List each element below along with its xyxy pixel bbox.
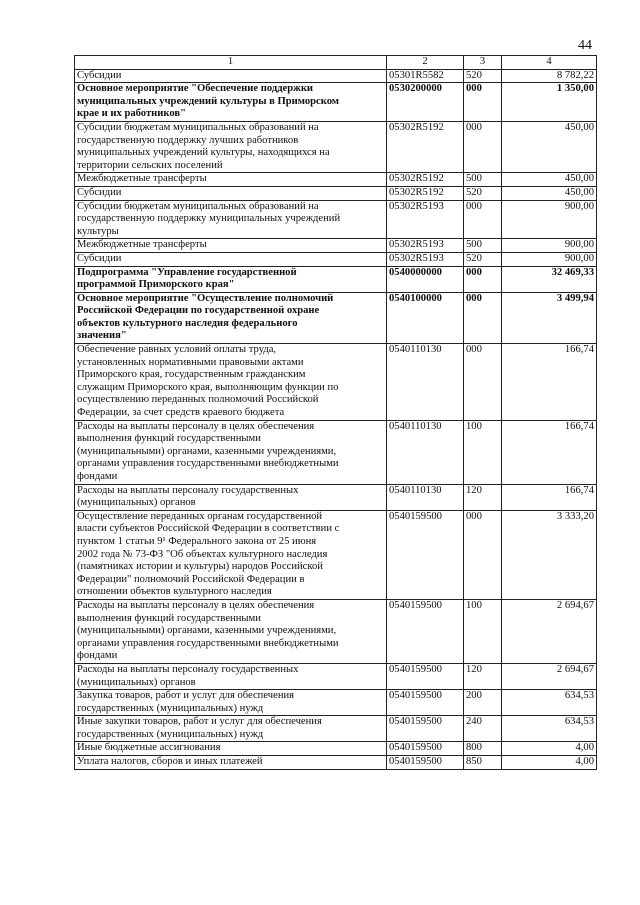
table-row [75, 690, 597, 716]
page-number: 44 [578, 38, 592, 53]
table-row [75, 599, 597, 663]
row-description-line: объектов культурного наследия федерального [77, 317, 298, 329]
row-description-line: власти субъектов Российской Федерации в соответствии с [77, 523, 340, 535]
row-expense-type: 000 [464, 510, 502, 599]
row-amount: 450,00 [502, 121, 597, 172]
row-expense-type: 500 [464, 173, 502, 187]
row-target-code: 05302R5192 [387, 173, 464, 187]
row-expense-type: 100 [464, 599, 502, 663]
row-description-line: Основное мероприятие "Осуществление полномочий [77, 292, 334, 304]
table-body [75, 69, 597, 769]
header-col-3: 3 [464, 56, 502, 70]
table-row [75, 121, 597, 172]
row-description-line: Иные бюджетные ассигнования [77, 742, 221, 754]
table-row [75, 69, 597, 83]
row-description [75, 173, 387, 187]
row-description-line: программой Приморского края" [77, 279, 235, 291]
row-description-line: установленных нормативными правовыми актами [77, 356, 304, 368]
row-target-code: 0540159500 [387, 599, 464, 663]
row-expense-type: 520 [464, 186, 502, 200]
header-col-1: 1 [75, 56, 387, 70]
row-description-line: культуры [77, 225, 119, 237]
table-row [75, 173, 597, 187]
row-description-line: органами управления государственными внебюджетными [77, 458, 339, 470]
row-description-line: Основное мероприятие "Обеспечение поддержки [77, 83, 314, 95]
row-expense-type: 000 [464, 83, 502, 122]
row-amount: 32 469,33 [502, 266, 597, 292]
row-description-line: пунктом 1 статьи 9¹ Федерального закона от 25 июня [77, 535, 317, 547]
row-amount: 450,00 [502, 186, 597, 200]
row-description-line: Расходы на выплаты персоналу в целях обеспечения [77, 599, 315, 611]
row-target-code: 05302R5193 [387, 252, 464, 266]
table-row [75, 510, 597, 599]
table-row [75, 266, 597, 292]
row-description-line: Субсидии [77, 252, 122, 264]
row-target-code: 05301R5582 [387, 69, 464, 83]
row-description-line: (муниципальными) органами, казенными учреждениями, [77, 625, 337, 637]
row-description [75, 742, 387, 756]
row-description-line: крае и их работников" [77, 108, 186, 120]
row-description-line: Субсидии [77, 186, 122, 198]
row-description-line: (памятниках истории и культуры) народов Российской [77, 561, 323, 573]
row-description [75, 663, 387, 689]
row-description-line: (муниципальных) органов [77, 497, 196, 509]
row-description-line: Субсидии бюджетам муниципальных образований на [77, 121, 319, 133]
row-expense-type: 000 [464, 266, 502, 292]
row-expense-type: 000 [464, 200, 502, 239]
row-amount: 166,74 [502, 484, 597, 510]
row-description-line: Закупка товаров, работ и услуг для обеспечения [77, 690, 295, 702]
row-target-code: 0540159500 [387, 690, 464, 716]
row-description-line: (муниципальных) органов [77, 676, 196, 688]
row-description [75, 266, 387, 292]
row-description-line: Подпрограмма "Управление государственной [77, 266, 297, 278]
row-description-line: Федерации, за счет средств краевого бюджета [77, 407, 285, 419]
row-target-code: 0540159500 [387, 742, 464, 756]
table-row [75, 420, 597, 484]
row-expense-type: 120 [464, 484, 502, 510]
row-description-line: осуществлению переданных полномочий Российской [77, 394, 319, 406]
row-description-line: выполнения функций государственными [77, 612, 261, 624]
table-row [75, 200, 597, 239]
row-amount: 2 694,67 [502, 663, 597, 689]
row-amount: 4,00 [502, 756, 597, 770]
row-amount: 166,74 [502, 420, 597, 484]
row-description [75, 484, 387, 510]
row-description-line: Осуществление переданных органам государственной [77, 510, 323, 522]
row-expense-type: 000 [464, 121, 502, 172]
row-expense-type: 850 [464, 756, 502, 770]
row-expense-type: 800 [464, 742, 502, 756]
row-description-line: (муниципальными) органами, казенными учреждениями, [77, 445, 337, 457]
row-description-line: Российской Федерации по государственной охране [77, 305, 320, 317]
row-expense-type: 520 [464, 69, 502, 83]
row-expense-type: 100 [464, 420, 502, 484]
row-target-code: 0540159500 [387, 510, 464, 599]
row-description-line: Межбюджетные трансферты [77, 239, 207, 251]
row-description-line: Уплата налогов, сборов и иных платежей [77, 756, 263, 768]
row-description-line: государственных (муниципальных) нужд [77, 728, 264, 740]
row-amount: 900,00 [502, 200, 597, 239]
table-row [75, 292, 597, 343]
row-expense-type: 200 [464, 690, 502, 716]
row-target-code: 0540110130 [387, 344, 464, 421]
budget-table [74, 55, 597, 770]
row-amount: 8 782,22 [502, 69, 597, 83]
table-header-row [75, 56, 597, 70]
row-description-line: Иные закупки товаров, работ и услуг для обеспечения [77, 716, 322, 728]
row-amount: 900,00 [502, 252, 597, 266]
row-amount: 3 499,94 [502, 292, 597, 343]
row-description [75, 186, 387, 200]
row-target-code: 0540159500 [387, 756, 464, 770]
table-row [75, 186, 597, 200]
row-description [75, 756, 387, 770]
row-target-code: 0540000000 [387, 266, 464, 292]
row-expense-type: 520 [464, 252, 502, 266]
row-description-line: фондами [77, 471, 118, 482]
row-description-line: Федерации" полномочий Российской Федерации в [77, 573, 305, 585]
row-description [75, 83, 387, 122]
row-description-line: выполнения функций государственными [77, 433, 261, 445]
row-description [75, 239, 387, 253]
row-target-code: 0540159500 [387, 663, 464, 689]
table-row [75, 663, 597, 689]
row-description-line: Расходы на выплаты персоналу государственных [77, 484, 299, 496]
row-description [75, 420, 387, 484]
row-description [75, 599, 387, 663]
table-row [75, 83, 597, 122]
row-description [75, 200, 387, 239]
row-amount: 4,00 [502, 742, 597, 756]
row-amount: 634,53 [502, 690, 597, 716]
row-description-line: Расходы на выплаты персоналу в целях обеспечения [77, 420, 315, 432]
row-description-line: значения" [77, 330, 127, 342]
row-amount: 3 333,20 [502, 510, 597, 599]
row-description [75, 292, 387, 343]
row-expense-type: 240 [464, 716, 502, 742]
row-description [75, 121, 387, 172]
row-target-code: 05302R5192 [387, 186, 464, 200]
row-description-line: отношении объектов культурного наследия [77, 586, 272, 598]
row-amount: 900,00 [502, 239, 597, 253]
row-description-line: муниципальных учреждений культуры в Приморском [77, 95, 340, 107]
row-expense-type: 500 [464, 239, 502, 253]
row-expense-type: 000 [464, 344, 502, 421]
row-target-code: 05302R5192 [387, 121, 464, 172]
row-target-code: 0530200000 [387, 83, 464, 122]
row-description-line: Субсидии [77, 69, 122, 81]
row-description-line: муниципальных учреждений культуры, находящихся на [77, 147, 330, 159]
header-col-4: 4 [502, 56, 597, 70]
row-description-line: Расходы на выплаты персоналу государственных [77, 663, 299, 675]
header-col-2: 2 [387, 56, 464, 70]
row-expense-type: 000 [464, 292, 502, 343]
row-description [75, 690, 387, 716]
row-description-line: Субсидии бюджетам муниципальных образований на [77, 200, 319, 212]
row-description [75, 69, 387, 83]
row-target-code: 05302R5193 [387, 239, 464, 253]
row-description [75, 510, 387, 599]
row-amount: 166,74 [502, 344, 597, 421]
table-row [75, 484, 597, 510]
row-description-line: фондами [77, 650, 118, 662]
row-description [75, 716, 387, 742]
row-description-line: Приморского края, государственным гражданским [77, 369, 306, 381]
row-description-line: служащим Приморского края, выполняющим функции по [77, 381, 339, 393]
table-row [75, 239, 597, 253]
row-description-line: государственную поддержку муниципальных учреждений [77, 213, 341, 225]
row-description-line: государственных (муниципальных) нужд [77, 702, 264, 714]
row-target-code: 0540110130 [387, 420, 464, 484]
row-target-code: 05302R5193 [387, 200, 464, 239]
row-target-code: 0540159500 [387, 716, 464, 742]
table-row [75, 344, 597, 421]
row-description-line: 2002 года № 73-ФЗ "Об объектах культурного наследия [77, 548, 328, 560]
row-target-code: 0540110130 [387, 484, 464, 510]
row-description-line: Обеспечение равных условий оплаты труда, [77, 344, 277, 356]
row-amount: 634,53 [502, 716, 597, 742]
row-description-line: Межбюджетные трансферты [77, 173, 207, 185]
row-description-line: государственную поддержку лучших работников [77, 134, 299, 146]
row-target-code: 0540100000 [387, 292, 464, 343]
row-description-line: органами управления государственными внебюджетными [77, 637, 339, 649]
row-expense-type: 120 [464, 663, 502, 689]
row-amount: 2 694,67 [502, 599, 597, 663]
row-amount: 450,00 [502, 173, 597, 187]
table-row [75, 252, 597, 266]
table-row [75, 716, 597, 742]
row-amount: 1 350,00 [502, 83, 597, 122]
row-description [75, 344, 387, 421]
row-description [75, 252, 387, 266]
row-description-line: территории сельских поселений [77, 159, 223, 171]
table-row [75, 756, 597, 770]
table-row [75, 742, 597, 756]
